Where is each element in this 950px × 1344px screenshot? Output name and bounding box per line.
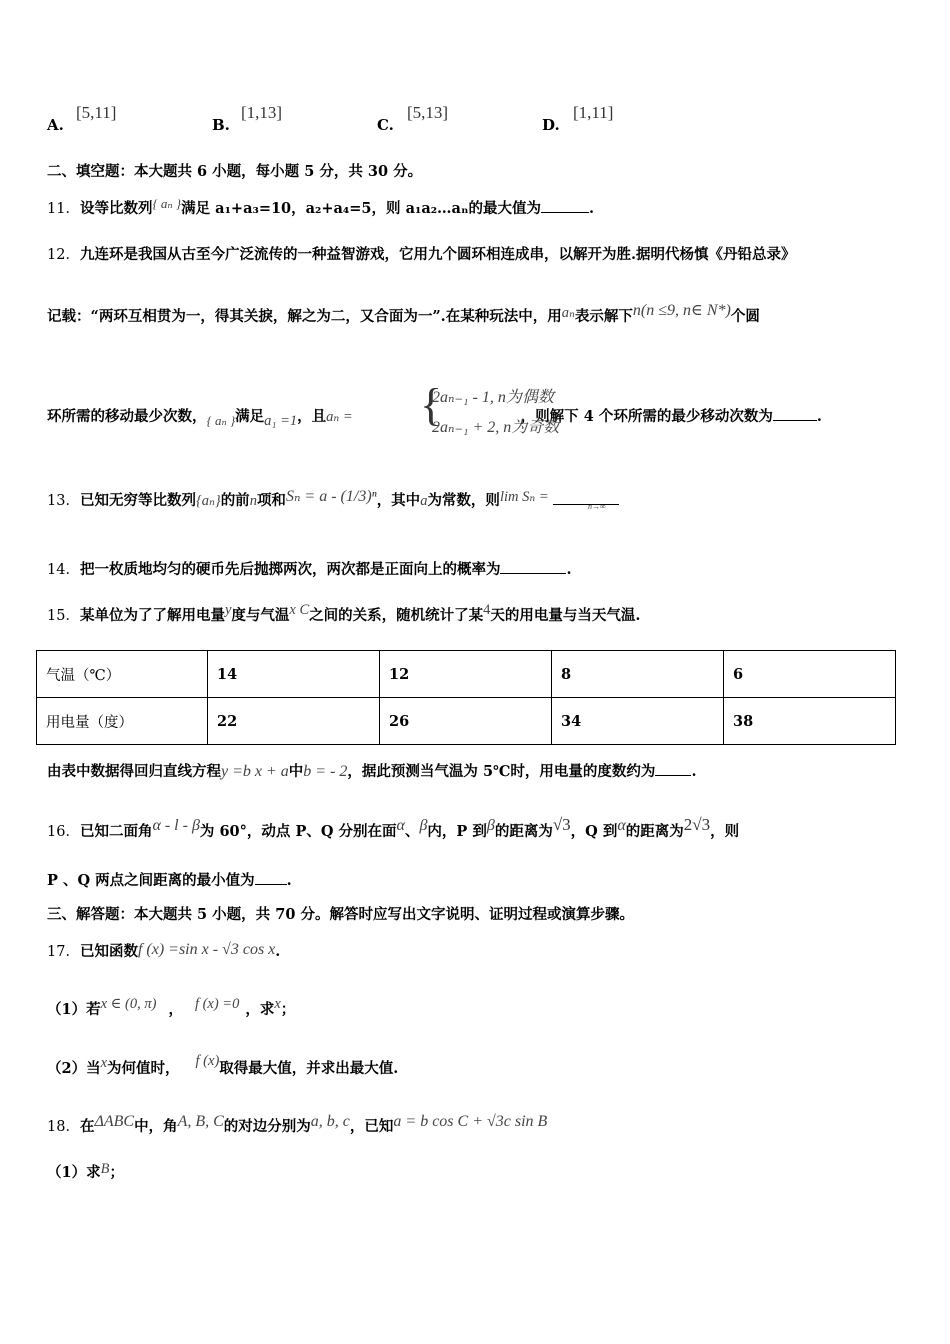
q13-formula: Sₙ = a - (1/3)ⁿ (285, 488, 377, 505)
q15-t3: 之间的关系，随机统计了某 (309, 607, 484, 624)
q12-number: 12． (47, 247, 80, 263)
q12-piecewise-brace: { (420, 379, 443, 430)
q18-p1c: ； (109, 1164, 124, 1181)
q15-number: 15． (47, 608, 80, 624)
question-14 (47, 560, 572, 580)
q16-beta: β (419, 817, 428, 834)
q18-t1: 在 (79, 1118, 95, 1135)
q17-p1f: f (x) =0 (194, 996, 240, 1012)
q11-number: 11． (47, 201, 80, 217)
q16-line2-text: P 、Q 两点之间距离的最小值为 (47, 872, 255, 889)
q18-angles: A, B, C (177, 1113, 224, 1130)
temperature-electricity-table (36, 650, 896, 745)
q13-pre: 已知无穷等比数列 (79, 492, 196, 509)
q16-answer-blank[interactable] (255, 872, 287, 885)
table-cell: 6 (724, 651, 896, 698)
section2-heading: 二、填空题：本大题共 6 小题，每小题 5 分，共 30 分。 (47, 163, 423, 180)
option-a-value: [5,11] (76, 103, 117, 122)
q12-line2b: 表示解下 (574, 308, 633, 325)
q18-part1 (47, 1163, 124, 1183)
q15-regression-line (47, 762, 697, 782)
table-cell: 34 (552, 698, 724, 745)
table-cell: 气温（℃） (37, 651, 208, 698)
q12-line2c: 个圆 (730, 308, 760, 325)
q13-limit-subscript: n→∞ (588, 502, 606, 511)
q18-equation: a = b cos C + √3c sin B (393, 1113, 548, 1130)
q14-end: . (566, 561, 572, 578)
q17-end: . (275, 943, 281, 960)
q16-number: 16． (47, 824, 80, 840)
q13-answer-blank[interactable] (553, 492, 619, 505)
q13-seq: {aₙ} (195, 493, 221, 509)
q18-t3: 的对边分别为 (223, 1118, 311, 1135)
q17-p1a: （1）若 (47, 1001, 101, 1018)
question-11 (47, 196, 595, 219)
q17-part2 (47, 1053, 399, 1079)
table-cell: 用电量（度） (37, 698, 208, 745)
q17-p1x: x ∈ (0, π) (100, 996, 157, 1012)
q13-a: a (420, 493, 428, 509)
q13-mid: 的前 (220, 492, 250, 509)
q18-p1b: B (100, 1161, 110, 1177)
question-13 (47, 488, 619, 511)
q12-an: aₙ (561, 305, 575, 321)
table-row (37, 651, 896, 698)
q12-answer-blank[interactable] (773, 408, 817, 421)
q12-case-even: 2aₙ₋₁ - 1, n为偶数 (432, 389, 554, 406)
q17-part1 (47, 996, 296, 1020)
option-d-label: D. (542, 116, 560, 134)
q16-beta-2: β (486, 817, 495, 834)
q15-b: b = - 2 (303, 763, 348, 780)
table-cell: 26 (380, 698, 552, 745)
q14-answer-blank[interactable] (500, 561, 566, 574)
q12-a1: a₁ =1 (264, 413, 298, 429)
q15-end: . (691, 763, 697, 780)
q11-end: . (588, 200, 595, 217)
option-a-label: A. (47, 116, 64, 134)
q17-t1: 已知函数 (79, 943, 138, 960)
q16-two-sqrt3: 2√3 (683, 815, 711, 834)
q15-after1: 由表中数据得回归直线方程 (47, 763, 221, 780)
q13-mid2: 项和 (256, 492, 286, 509)
option-c-label: C. (377, 116, 394, 134)
q18-triangle: ΔABC (94, 1113, 135, 1130)
q16-t2: 为 60°，动点 P、Q 分别在面 (199, 823, 397, 840)
option-d-value: [1,11] (573, 103, 614, 122)
question-15 (47, 602, 641, 626)
q16-alpha-2: α (617, 817, 626, 834)
q17-p2c: 取得最大值，并求出最大值. (219, 1060, 399, 1077)
q18-p1a: （1）求 (47, 1164, 101, 1181)
q16-sqrt3: √3 (552, 815, 571, 834)
q11-post: 满足 a₁+a₃=10，a₂+a₄=5，则 a₁a₂…aₙ的最大值为 (181, 200, 541, 217)
q12-line1-text: 九连环是我国从古至今广泛流传的一种益智游戏，它用九个圆环相连成串，以解开为胜.据明代杨慎《丹铅总录》 (79, 246, 796, 263)
q12-line3a: 环所需的移动最少次数， (47, 408, 207, 425)
q18-t2: 中，角 (134, 1118, 178, 1135)
q14-text: 把一枚质地均匀的硬币先后抛掷两次，两次都是正面向上的概率为 (79, 561, 501, 578)
option-b-label: B. (212, 116, 230, 134)
q15-after3: ，据此预测当气温为 5℃时，用电量的度数约为 (347, 763, 656, 780)
question-16 (47, 815, 740, 842)
q13-number: 13． (47, 493, 80, 509)
q14-number: 14． (47, 562, 80, 578)
q17-p1d: ； (280, 1001, 296, 1018)
table-cell: 12 (380, 651, 552, 698)
q17-p2b: 为何值时， (107, 1060, 180, 1077)
q17-p1xx: x (274, 996, 281, 1012)
q15-t4: 天的用电量与当天气温. (490, 607, 641, 624)
q16-sep: 、 (404, 823, 420, 840)
q12-line3b: 满足 (235, 408, 265, 425)
q12-line3c: ，且 (297, 408, 327, 425)
q17-p2a: （2）当 (47, 1060, 101, 1077)
q16-t1: 已知二面角 (79, 823, 153, 840)
question-17 (47, 942, 280, 962)
q12-line1 (47, 245, 796, 265)
q12-line2 (47, 302, 760, 327)
q12-seq: { aₙ } (206, 413, 236, 428)
q13-mid4: 为常数，则 (427, 492, 500, 509)
q13-limit: lim Sₙ = (499, 489, 549, 505)
q18-sides: a, b, c (310, 1113, 350, 1130)
q16-line2 (47, 871, 292, 891)
q16-t7: ，则 (710, 823, 740, 840)
q15-answer-blank[interactable] (655, 763, 691, 776)
q11-answer-blank[interactable] (541, 200, 589, 213)
q15-after2: 中 (288, 763, 304, 780)
q18-t4: ，已知 (349, 1118, 394, 1135)
table-cell: 22 (208, 698, 380, 745)
q12-case-odd: 2aₙ₋₁ + 2, n为奇数 (432, 419, 560, 436)
q12-line2a: 记载：“两环互相贯为一，得其关捩，解之为二，又合面为一”.在某种玩法中，用 (47, 308, 562, 325)
q17-p2f: f (x) (195, 1053, 220, 1069)
question-18 (47, 1113, 548, 1137)
q11-pre: 设等比数列 (79, 200, 153, 217)
table-cell: 8 (552, 651, 724, 698)
table-cell: 14 (208, 651, 380, 698)
q18-number: 18． (47, 1119, 80, 1135)
option-b-value: [1,13] (241, 103, 283, 122)
q16-t4: 的距离为 (494, 823, 553, 840)
table-row (37, 698, 896, 745)
q16-alpha: α (396, 817, 405, 834)
q17-p2x: x (100, 1055, 108, 1071)
q11-seq: { aₙ } (152, 196, 182, 211)
q17-p1c: ，求 (245, 1001, 275, 1018)
q15-t2: 度与气温 (231, 607, 290, 624)
q12-line3d: ，则解下 4 个环所需的最少移动次数为 (520, 408, 773, 425)
q16-t5: ，Q 到 (570, 823, 618, 840)
q15-regression-eq: y =b x + a (221, 763, 289, 780)
q16-angle: α - l - β (152, 817, 200, 834)
q16-t3: 内，P 到 (427, 823, 487, 840)
q12-an-eq: aₙ = (326, 409, 353, 425)
q15-four: 4 (483, 602, 491, 618)
q16-t6: 的距离为 (625, 823, 684, 840)
q17-p1b: ， (168, 1001, 183, 1018)
q13-mid3: ，其中 (376, 492, 421, 509)
q15-xc: x C (289, 602, 310, 618)
q15-t1: 某单位为了了解用电量 (79, 607, 225, 624)
table-cell: 38 (724, 698, 896, 745)
q13-n: n (249, 493, 257, 509)
q12-n-condition: n(n ≤9, n∈ N*) (632, 302, 731, 319)
q12-end: . (816, 408, 822, 425)
q17-number: 17． (47, 944, 80, 960)
section3-heading: 三、解答题：本大题共 5 小题，共 70 分。解答时应写出文字说明、证明过程或演算步骤。 (47, 906, 634, 923)
q16-end: . (286, 872, 292, 889)
q15-y: y (224, 602, 232, 618)
option-c-value: [5,13] (407, 103, 449, 122)
q17-function: f (x) =sin x - √3 cos x (137, 941, 276, 958)
